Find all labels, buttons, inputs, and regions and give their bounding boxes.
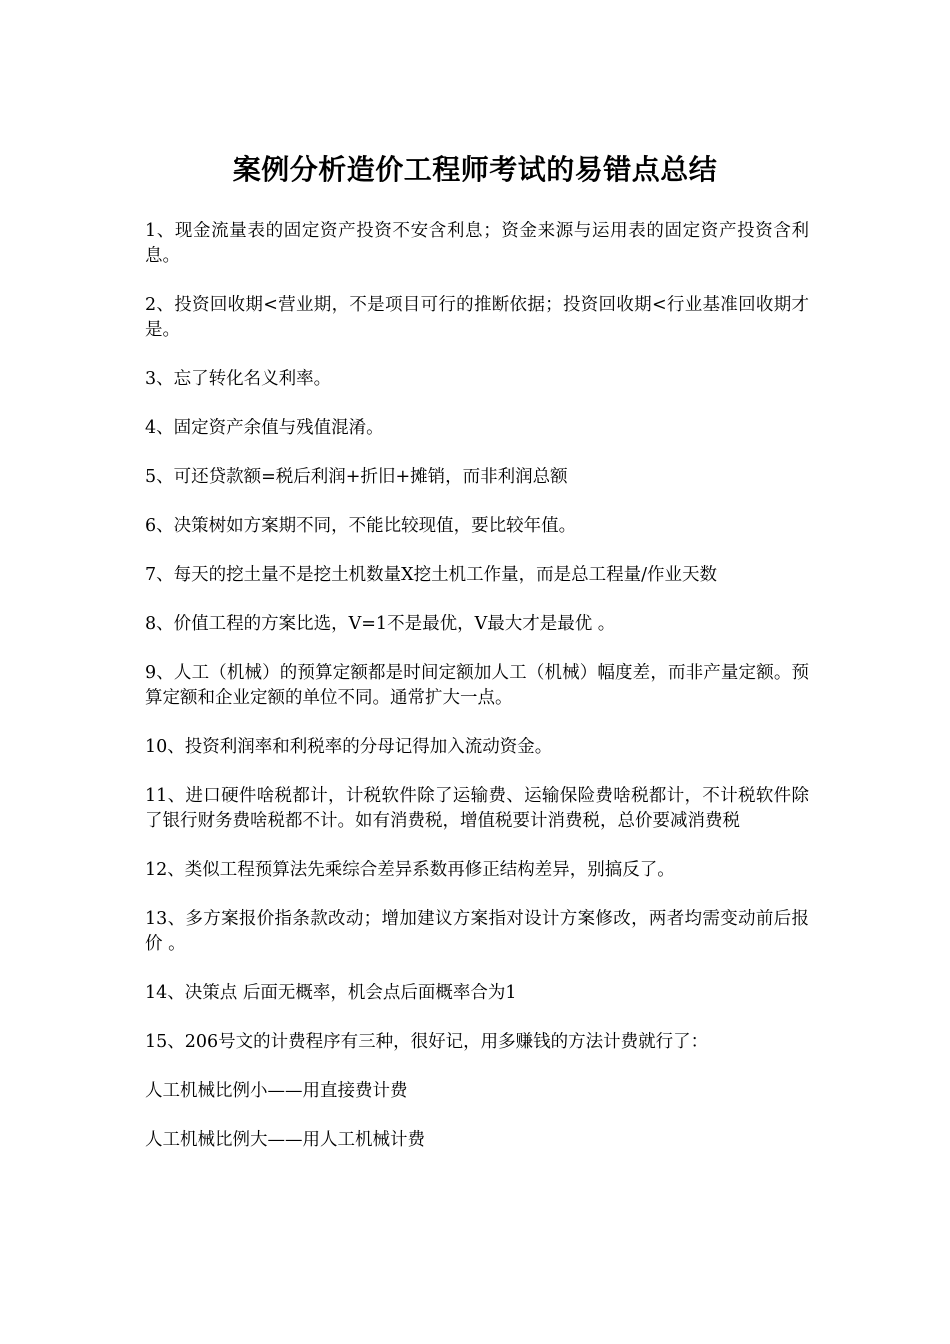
paragraph-4: 4、固定资产余值与残值混淆。	[145, 418, 384, 438]
paragraph-13: 13、多方案报价指条款改动；增加建议方案指对设计方案修改，两者均需变动前后报价 。	[145, 909, 809, 954]
paragraph-14: 14、决策点 后面无概率，机会点后面概率合为1	[145, 983, 517, 1003]
paragraph-6: 6、决策树如方案期不同，不能比较现值，要比较年值。	[145, 516, 577, 536]
paragraph-15: 15、206号文的计费程序有三种，很好记，用多赚钱的方法计费就行了：	[145, 1032, 709, 1052]
document-title: 案例分析造价工程师考试的易错点总结	[232, 153, 718, 186]
paragraph-12: 12、类似工程预算法先乘综合差异系数再修正结构差异，别搞反了。	[145, 860, 675, 880]
paragraph-16: 人工机械比例小——用直接费计费	[145, 1081, 408, 1101]
paragraph-1: 1、现金流量表的固定资产投资不安含利息；资金来源与运用表的固定资产投资含利息。	[145, 221, 809, 266]
paragraph-7: 7、每天的挖土量不是挖土机数量X挖土机工作量，而是总工程量/作业天数	[145, 565, 717, 585]
paragraph-5: 5、可还贷款额=税后利润+折旧+摊销，而非利润总额	[145, 467, 568, 487]
paragraph-2: 2、投资回收期<营业期，不是项目可行的推断依据；投资回收期<行业基准回收期才是。	[145, 295, 809, 340]
paragraph-8: 8、价值工程的方案比选，V=1不是最优，V最大才是最优 。	[145, 614, 616, 634]
paragraph-10: 10、投资利润率和利税率的分母记得加入流动资金。	[145, 737, 553, 757]
paragraph-3: 3、忘了转化名义利率。	[145, 369, 332, 389]
paragraph-11: 11、进口硬件啥税都计，计税软件除了运输费、运输保险费啥税都计，不计税软件除了银行财务费啥税都不计。如有消费税，增值税要计消费税，总价要减消费税	[145, 786, 809, 831]
document-body	[145, 219, 809, 1177]
paragraph-17: 人工机械比例大——用人工机械计费	[145, 1130, 425, 1150]
paragraph-9: 9、人工（机械）的预算定额都是时间定额加人工（机械）幅度差，而非产量定额。预算定额和企业定额的单位不同。通常扩大一点。	[145, 663, 809, 708]
